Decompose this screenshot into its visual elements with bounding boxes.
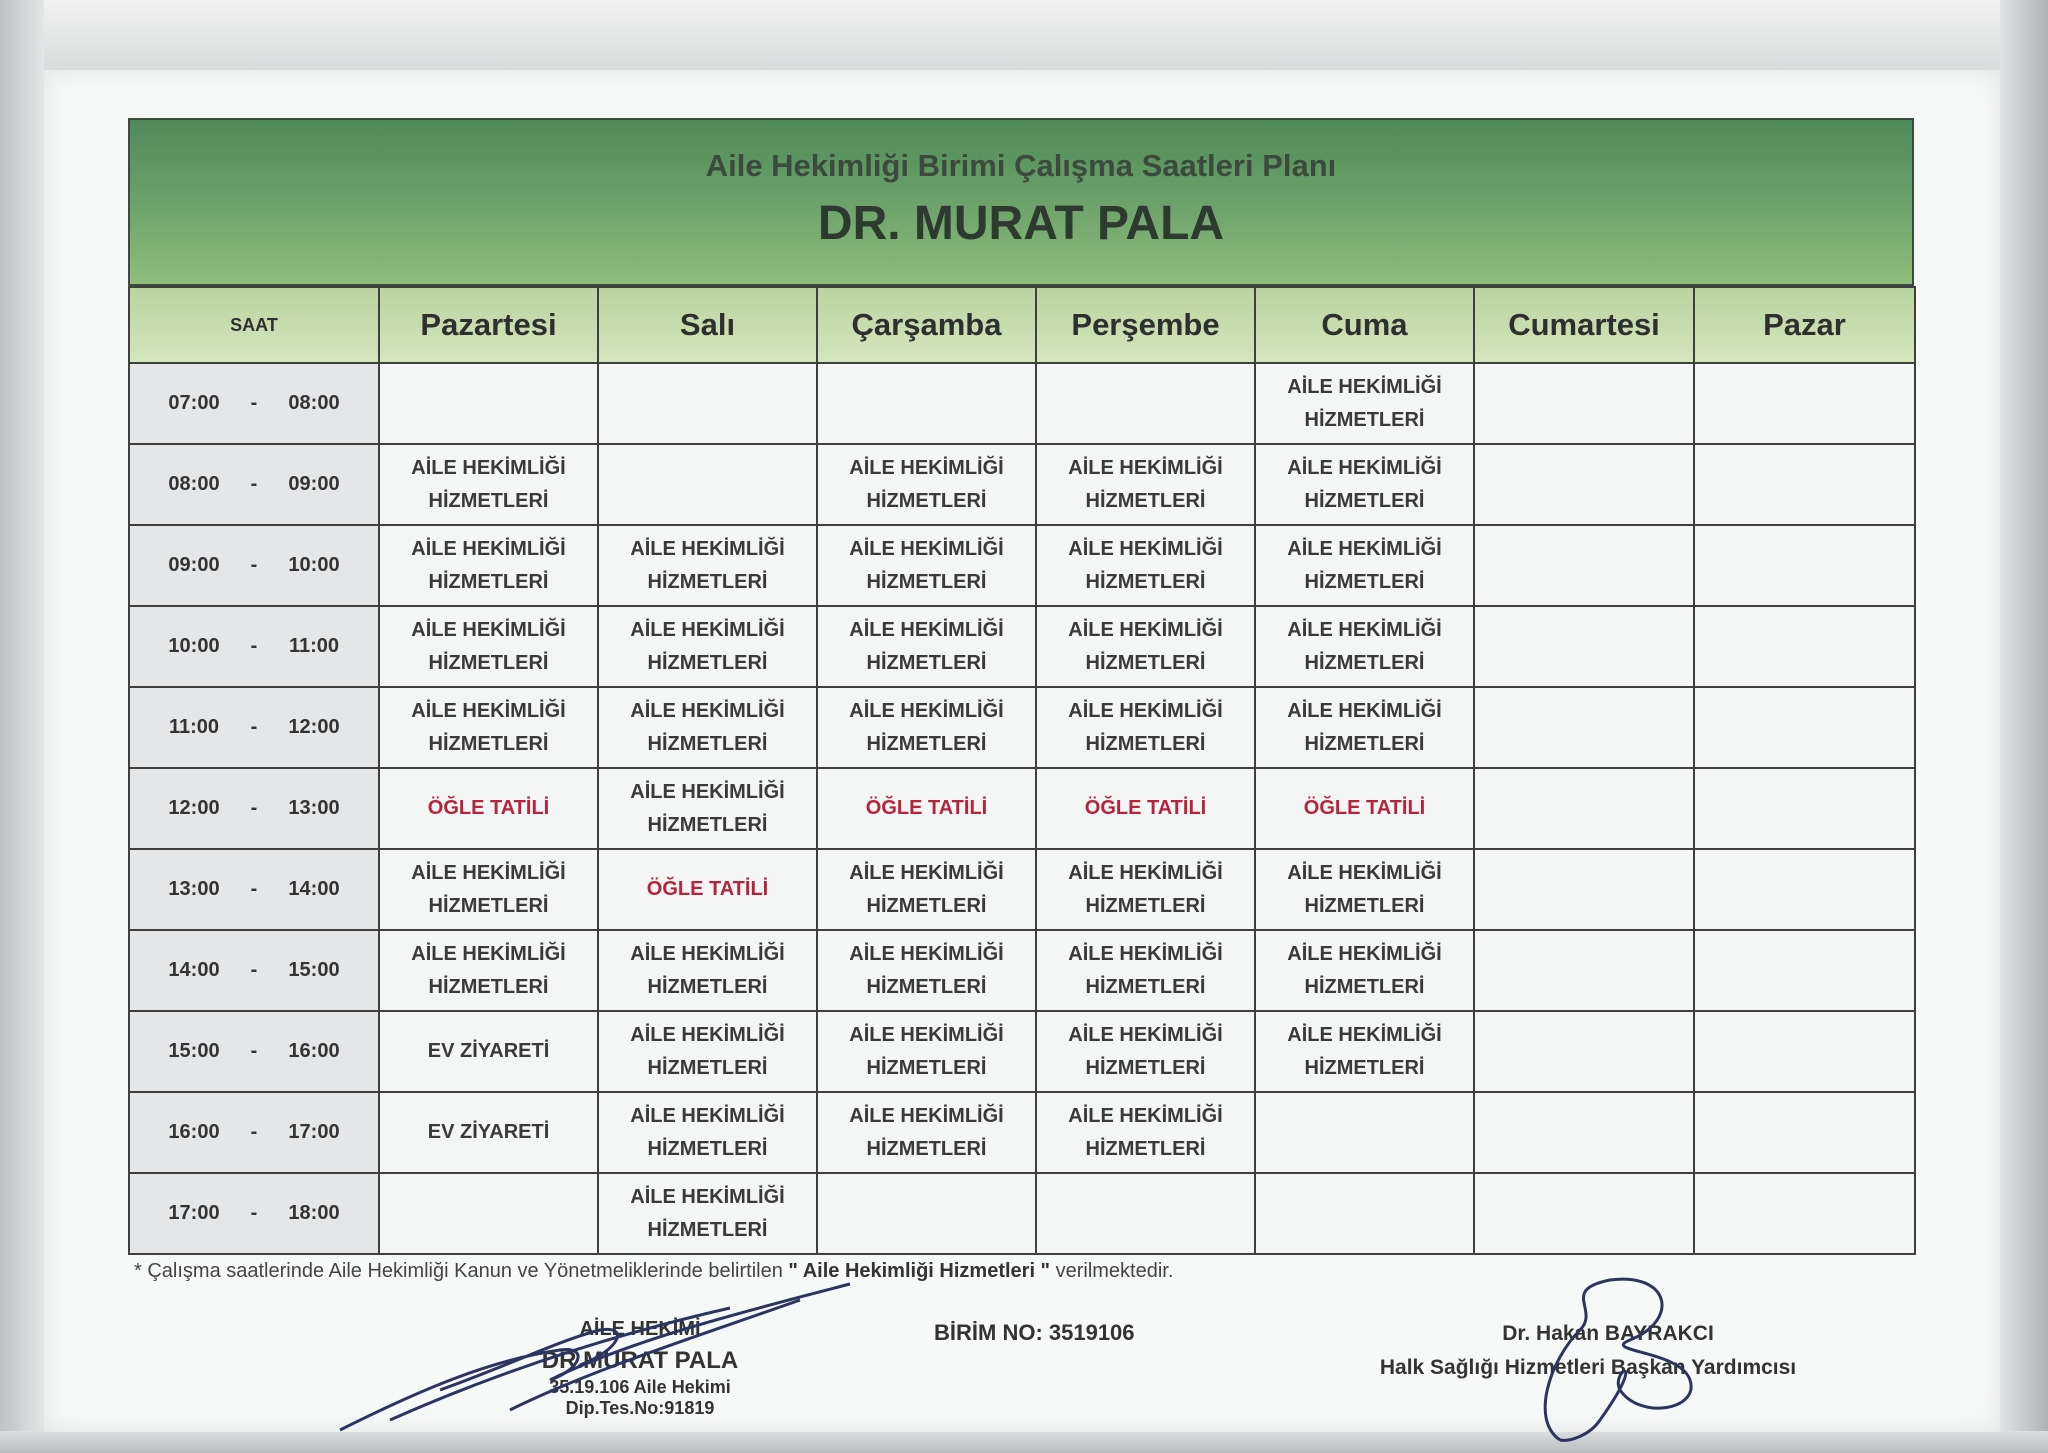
cell-text: AİLE HEKİMLİĞİ HİZMETLERİ [630, 1023, 785, 1079]
time-start: 07:00 [168, 392, 220, 414]
column-header-cumartesi: Cumartesi [1474, 287, 1694, 363]
doctor-name: DR. MURAT PALA [817, 197, 1225, 250]
column-header-persembe: Perşembe [1036, 287, 1255, 363]
schedule-cell-cumartesi [1474, 1173, 1694, 1254]
schedule-cell-carsamba [817, 930, 1036, 1011]
time-slot [129, 1173, 379, 1254]
footnote-prefix: * Çalışma saatlerinde Aile Hekimliği Kanun ve Yönetmeliklerinde belirtilen [134, 1260, 789, 1282]
column-header-pazartesi: Pazartesi [379, 287, 598, 363]
table-row [129, 444, 1915, 525]
schedule-cell-pazartesi [379, 444, 598, 525]
schedule-cell-carsamba [817, 1173, 1036, 1254]
schedule-cell-cumartesi [1474, 930, 1694, 1011]
schedule-cell-pazartesi [379, 768, 598, 849]
time-start: 13:00 [168, 878, 220, 900]
schedule-cell-pazar [1694, 768, 1915, 849]
cell-text: AİLE HEKİMLİĞİ HİZMETLERİ [1287, 1023, 1442, 1079]
schedule-cell-cuma [1255, 525, 1474, 606]
time-separator: - [250, 554, 258, 576]
cell-text: AİLE HEKİMLİĞİ HİZMETLERİ [630, 618, 785, 674]
schedule-cell-sali [598, 606, 817, 687]
cell-text: AİLE HEKİMLİĞİ HİZMETLERİ [411, 861, 566, 917]
schedule-cell-cuma [1255, 930, 1474, 1011]
schedule-cell-persembe [1036, 444, 1255, 525]
stamp-name: DR.MURAT PALA [541, 1347, 739, 1374]
stamp-role: AİLE HEKİMİ [579, 1318, 701, 1340]
stamp-deputy-head [1368, 1322, 1808, 1380]
cell-text: AİLE HEKİMLİĞİ HİZMETLERİ [1068, 861, 1223, 917]
header-banner [128, 118, 1914, 286]
time-separator: - [250, 473, 258, 495]
table-header-row [129, 287, 1915, 363]
cell-text: AİLE HEKİMLİĞİ HİZMETLERİ [1287, 375, 1442, 431]
cell-text: ÖĞLE TATİLİ [1303, 797, 1426, 819]
time-start: 15:00 [168, 1040, 220, 1062]
cell-text: ÖĞLE TATİLİ [427, 797, 550, 819]
schedule-cell-sali [598, 687, 817, 768]
time-end: 17:00 [288, 1121, 340, 1143]
cell-text: AİLE HEKİMLİĞİ HİZMETLERİ [849, 1104, 1004, 1160]
table-row [129, 1173, 1915, 1254]
cell-text: AİLE HEKİMLİĞİ HİZMETLERİ [630, 537, 785, 593]
table-row [129, 1011, 1915, 1092]
time-end: 18:00 [288, 1202, 340, 1224]
cell-text: AİLE HEKİMLİĞİ HİZMETLERİ [849, 618, 1004, 674]
deputy-title: Halk Sağlığı Hizmetleri Başkan Yardımcısı [1379, 1356, 1797, 1379]
schedule-cell-pazar [1694, 363, 1915, 444]
frame-right-edge [2000, 0, 2048, 1453]
schedule-cell-pazartesi [379, 363, 598, 444]
schedule-cell-carsamba [817, 849, 1036, 930]
stamp-family-doctor [520, 1318, 760, 1419]
time-end: 13:00 [288, 797, 340, 819]
column-header-pazar: Pazar [1694, 287, 1915, 363]
cell-text: AİLE HEKİMLİĞİ HİZMETLERİ [411, 699, 566, 755]
schedule-cell-pazar [1694, 606, 1915, 687]
column-header-sali: Salı [598, 287, 817, 363]
time-start: 09:00 [168, 554, 220, 576]
schedule-cell-pazar [1694, 687, 1915, 768]
schedule-body [129, 363, 1915, 1254]
time-start: 14:00 [168, 959, 220, 981]
time-separator: - [250, 716, 258, 738]
cell-text: ÖĞLE TATİLİ [646, 878, 769, 900]
cell-text: AİLE HEKİMLİĞİ HİZMETLERİ [630, 780, 785, 836]
schedule-sheet [128, 118, 1914, 1255]
time-slot [129, 363, 379, 444]
time-end: 15:00 [288, 959, 340, 981]
schedule-cell-pazar [1694, 1092, 1915, 1173]
schedule-cell-cuma [1255, 1173, 1474, 1254]
table-row [129, 768, 1915, 849]
table-row [129, 606, 1915, 687]
schedule-cell-sali [598, 444, 817, 525]
unit-number: BİRİM NO: 3519106 [934, 1320, 1135, 1345]
schedule-cell-pazar [1694, 1011, 1915, 1092]
column-header-cuma: Cuma [1255, 287, 1474, 363]
cell-text: AİLE HEKİMLİĞİ HİZMETLERİ [1287, 456, 1442, 512]
schedule-cell-carsamba [817, 768, 1036, 849]
schedule-cell-persembe [1036, 606, 1255, 687]
schedule-cell-sali [598, 1092, 817, 1173]
cell-text: AİLE HEKİMLİĞİ HİZMETLERİ [1287, 861, 1442, 917]
time-separator: - [250, 959, 258, 981]
cell-text: AİLE HEKİMLİĞİ HİZMETLERİ [849, 942, 1004, 998]
schedule-cell-pazar [1694, 930, 1915, 1011]
cell-text: AİLE HEKİMLİĞİ HİZMETLERİ [849, 456, 1004, 512]
schedule-cell-carsamba [817, 1092, 1036, 1173]
cell-text: AİLE HEKİMLİĞİ HİZMETLERİ [1068, 699, 1223, 755]
column-header-saat: SAAT [129, 287, 379, 363]
schedule-cell-pazartesi [379, 606, 598, 687]
footnote [134, 1260, 1173, 1283]
schedule-cell-pazar [1694, 444, 1915, 525]
schedule-cell-persembe [1036, 1173, 1255, 1254]
time-separator: - [250, 1202, 258, 1224]
cell-text: AİLE HEKİMLİĞİ HİZMETLERİ [1068, 1104, 1223, 1160]
schedule-cell-carsamba [817, 363, 1036, 444]
cell-text: AİLE HEKİMLİĞİ HİZMETLERİ [1068, 618, 1223, 674]
schedule-cell-pazar [1694, 525, 1915, 606]
time-start: 12:00 [168, 797, 220, 819]
time-separator: - [250, 635, 258, 657]
cell-text: AİLE HEKİMLİĞİ HİZMETLERİ [630, 942, 785, 998]
footnote-suffix: verilmektedir. [1050, 1260, 1174, 1282]
schedule-cell-carsamba [817, 444, 1036, 525]
cell-text: AİLE HEKİMLİĞİ HİZMETLERİ [411, 942, 566, 998]
table-row [129, 363, 1915, 444]
page-title: Aile Hekimliği Birimi Çalışma Saatleri Planı [705, 148, 1337, 183]
cell-text: AİLE HEKİMLİĞİ HİZMETLERİ [411, 537, 566, 593]
column-header-carsamba: Çarşamba [817, 287, 1036, 363]
schedule-cell-carsamba [817, 606, 1036, 687]
time-separator: - [250, 1121, 258, 1143]
cell-text: AİLE HEKİMLİĞİ HİZMETLERİ [630, 699, 785, 755]
cell-text: EV ZİYARETİ [427, 1121, 550, 1143]
cell-text: AİLE HEKİMLİĞİ HİZMETLERİ [849, 537, 1004, 593]
cell-text: EV ZİYARETİ [427, 1040, 550, 1062]
time-separator: - [250, 392, 258, 414]
cell-text: ÖĞLE TATİLİ [1084, 797, 1207, 819]
schedule-cell-sali [598, 768, 817, 849]
table-row [129, 687, 1915, 768]
schedule-cell-carsamba [817, 687, 1036, 768]
schedule-cell-cumartesi [1474, 687, 1694, 768]
stamp-diploma: Dip.Tes.No:91819 [565, 1398, 715, 1418]
time-end: 10:00 [288, 554, 340, 576]
time-slot [129, 444, 379, 525]
schedule-cell-carsamba [817, 525, 1036, 606]
time-slot [129, 687, 379, 768]
table-row [129, 525, 1915, 606]
schedule-cell-cuma [1255, 1092, 1474, 1173]
frame-top-edge [0, 0, 2048, 72]
table-row [129, 849, 1915, 930]
schedule-cell-persembe [1036, 930, 1255, 1011]
cell-text: AİLE HEKİMLİĞİ HİZMETLERİ [849, 699, 1004, 755]
frame-bottom-edge [0, 1431, 2048, 1453]
cell-text: AİLE HEKİMLİĞİ HİZMETLERİ [849, 861, 1004, 917]
cell-text: AİLE HEKİMLİĞİ HİZMETLERİ [1068, 456, 1223, 512]
schedule-cell-persembe [1036, 1092, 1255, 1173]
schedule-cell-cumartesi [1474, 768, 1694, 849]
schedule-cell-cuma [1255, 1011, 1474, 1092]
schedule-cell-pazartesi [379, 1173, 598, 1254]
schedule-cell-persembe [1036, 849, 1255, 930]
schedule-cell-carsamba [817, 1011, 1036, 1092]
schedule-cell-pazartesi [379, 930, 598, 1011]
time-start: 10:00 [168, 635, 220, 657]
time-end: 14:00 [288, 878, 340, 900]
stamp-code: 35.19.106 Aile Hekimi [549, 1377, 731, 1397]
schedule-cell-persembe [1036, 525, 1255, 606]
schedule-cell-cumartesi [1474, 525, 1694, 606]
time-separator: - [250, 1040, 258, 1062]
cell-text: ÖĞLE TATİLİ [865, 797, 988, 819]
cell-text: AİLE HEKİMLİĞİ HİZMETLERİ [849, 1023, 1004, 1079]
schedule-cell-cuma [1255, 444, 1474, 525]
cell-text: AİLE HEKİMLİĞİ HİZMETLERİ [1287, 537, 1442, 593]
schedule-cell-sali [598, 363, 817, 444]
cell-text: AİLE HEKİMLİĞİ HİZMETLERİ [630, 1104, 785, 1160]
schedule-cell-persembe [1036, 363, 1255, 444]
time-start: 11:00 [168, 716, 220, 738]
schedule-cell-cuma [1255, 606, 1474, 687]
schedule-cell-cuma [1255, 687, 1474, 768]
time-slot [129, 1092, 379, 1173]
schedule-cell-pazartesi [379, 1011, 598, 1092]
schedule-cell-pazartesi [379, 849, 598, 930]
schedule-cell-cuma [1255, 363, 1474, 444]
time-slot [129, 525, 379, 606]
schedule-cell-sali [598, 930, 817, 1011]
frame-left-edge [0, 0, 44, 1453]
cell-text: AİLE HEKİMLİĞİ HİZMETLERİ [1068, 537, 1223, 593]
time-start: 08:00 [168, 473, 220, 495]
schedule-cell-pazartesi [379, 687, 598, 768]
time-slot [129, 930, 379, 1011]
schedule-cell-sali [598, 1173, 817, 1254]
schedule-cell-cumartesi [1474, 363, 1694, 444]
schedule-cell-pazar [1694, 1173, 1915, 1254]
cell-text: AİLE HEKİMLİĞİ HİZMETLERİ [1068, 1023, 1223, 1079]
schedule-cell-sali [598, 1011, 817, 1092]
schedule-cell-cuma [1255, 849, 1474, 930]
schedule-cell-cumartesi [1474, 444, 1694, 525]
schedule-cell-pazartesi [379, 1092, 598, 1173]
time-slot [129, 849, 379, 930]
time-separator: - [250, 878, 258, 900]
time-start: 17:00 [168, 1202, 220, 1224]
time-end: 08:00 [288, 392, 340, 414]
schedule-cell-sali [598, 525, 817, 606]
time-slot [129, 768, 379, 849]
time-separator: - [250, 797, 258, 819]
time-end: 12:00 [288, 716, 340, 738]
cell-text: AİLE HEKİMLİĞİ HİZMETLERİ [1287, 618, 1442, 674]
cell-text: AİLE HEKİMLİĞİ HİZMETLERİ [411, 456, 566, 512]
footnote-highlight: " Aile Hekimliği Hizmetleri " [788, 1260, 1051, 1282]
schedule-cell-cumartesi [1474, 1092, 1694, 1173]
schedule-cell-pazartesi [379, 525, 598, 606]
schedule-cell-cuma [1255, 768, 1474, 849]
cell-text: AİLE HEKİMLİĞİ HİZMETLERİ [1287, 942, 1442, 998]
cell-text: AİLE HEKİMLİĞİ HİZMETLERİ [1287, 699, 1442, 755]
schedule-cell-cumartesi [1474, 849, 1694, 930]
time-end: 11:00 [288, 635, 340, 657]
deputy-name: Dr. Hakan BAYRAKCI [1502, 1322, 1714, 1345]
schedule-table [128, 286, 1916, 1255]
cell-text: AİLE HEKİMLİĞİ HİZMETLERİ [630, 1185, 785, 1241]
schedule-cell-cumartesi [1474, 606, 1694, 687]
schedule-cell-persembe [1036, 768, 1255, 849]
schedule-cell-persembe [1036, 1011, 1255, 1092]
table-row [129, 1092, 1915, 1173]
time-slot [129, 1011, 379, 1092]
time-slot [129, 606, 379, 687]
cell-text: AİLE HEKİMLİĞİ HİZMETLERİ [411, 618, 566, 674]
time-start: 16:00 [168, 1121, 220, 1143]
schedule-cell-pazar [1694, 849, 1915, 930]
time-end: 16:00 [288, 1040, 340, 1062]
table-row [129, 930, 1915, 1011]
time-end: 09:00 [288, 473, 340, 495]
schedule-cell-cumartesi [1474, 1011, 1694, 1092]
schedule-cell-sali [598, 849, 817, 930]
cell-text: AİLE HEKİMLİĞİ HİZMETLERİ [1068, 942, 1223, 998]
schedule-cell-persembe [1036, 687, 1255, 768]
